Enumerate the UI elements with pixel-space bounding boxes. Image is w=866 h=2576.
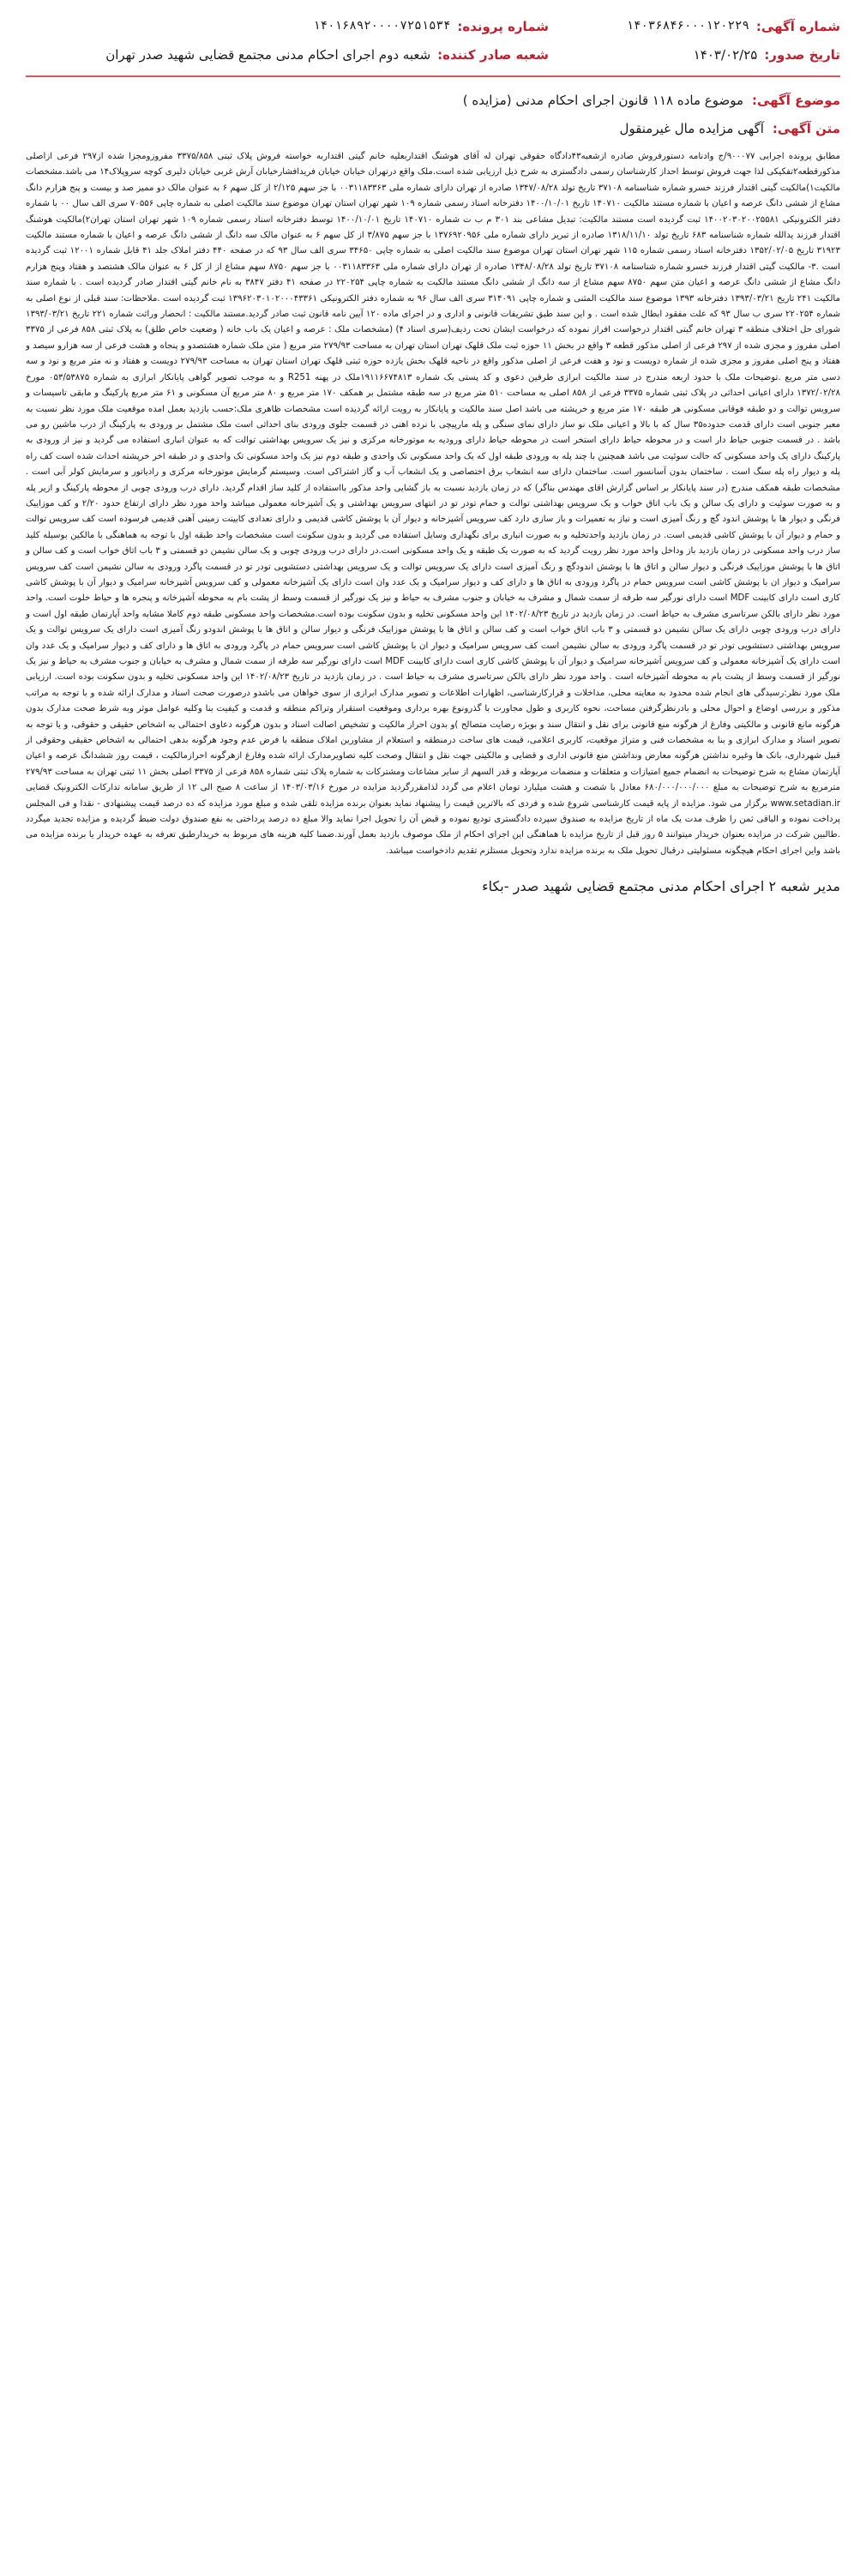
case-number-label: شماره پرونده:: [457, 18, 549, 34]
issuing-branch-value: شعبه دوم اجرای احکام مدنی مجتمع قضایی شهید صدر تهران: [105, 46, 431, 63]
header-divider: [26, 75, 840, 77]
issuing-branch-label: شعبه صادر کننده:: [437, 46, 549, 63]
ad-number-value: ۱۴۰۳۶۸۴۶۰۰۰۱۲۰۲۲۹: [626, 18, 749, 33]
issue-date-block: [549, 47, 840, 63]
header-row-2: [26, 40, 840, 69]
header-row-1: [26, 12, 840, 40]
ad-text-title-line: [26, 114, 840, 142]
subject-value: موضوع ماده ۱۱۸ قانون اجرای احکام مدنی (مزایده ): [462, 92, 743, 108]
subject-label: موضوع آگهی:: [751, 92, 840, 108]
issue-date-value: ۱۴۰۳/۰۲/۲۵: [693, 46, 758, 63]
ad-number-label: شماره آگهی:: [755, 18, 840, 34]
ad-text-label: متن آگهی:: [772, 120, 840, 136]
subject-line: [26, 86, 840, 114]
ad-body: [26, 149, 840, 859]
case-number-value: ۱۴۰۱۶۸۹۲۰۰۰۰۷۲۵۱۵۳۴: [313, 18, 451, 33]
ad-text-title: آگهی مزایده مال غیرمنقول: [619, 120, 764, 136]
ad-body-paragraph: مطابق پرونده اجرایی ۹۰۰۰۷۷/ج وادنامه دستورفروش صادره ازشعبه۴۳دادگاه حقوقی تهران له آقای هوشنگ اقتداربعلیه خانم گیتی اقتداربه خواسته فروش پلاک ثبتی ۳۳۷۵/۸۵۸ مفروزومجزا شده از۲۹۷ فرعی ازاصلی مذکورقطعه۲تفکیکی لذا جهت فروش توسط احداز کارشناسان رسمی دادگستری به شرح ذیل ارزیابی شده است.ملک واقع درتهران خیابان خیابان فریدافشار‌خیابان آرش غربی خیابان دلیری کوچه سروپلاک۱۴ می باشد.مشخصات مالکیت۱)مالکیت گیتی اقتدار فرزند خسرو شماره شناسنامه ۳۷۱۰۸ تاریخ تولد ۱۳۴۷/۰۸/۲۸ صادره از تهران دارای شماره ملی ۰۰۳۱۱۸۳۳۶۳ با جز سهم ۲/۱۲۵ از کل سهم ۶ به عنوان مالک دو ممیز صد و بیست و پنج هزارم دانگ مشاع از ششی دانگ عرصه و اعیان با شماره مستند مالکیت ۱۴۰۷۱۰ تاریخ ۱۴۰۰/۱۰/۰۱ دفترخانه اسناد رسمی شماره ۱۰۹ شهر تهران استان تهران موضوع سند مالکیت اصلی به شماره چاپی ۷۰۵۵۶ سری الف سال ۰۰ با شماره دفتر الکترونیکی ۱۴۰۰۲۰۳۰۲۰۰۲۵۵۸۱ ثبت گردیده است مستند مالکیت: تبدیل مشاعی بند ۳۰۱ م ب ت شماره ۱۴۰۷۱۰ تاریخ ۱۴۰۰/۱۰/۰۱ توسط دفترخانه اسناد رسمی شماره ۱۰۹ شهر تهران استان تهران۲)مالکیت هوشنگ اقتدار فرزند یدالله شماره شناسنامه ۶۸۳ تاریخ تولد ۱۳۱۸/۱۱/۱۰ صادره از تبریز دارای شماره ملی ۱۳۷۶۹۲۰۹۵۶ با جز سهم ۳/۸۷۵ از کل سهم ۶ به عنوان مالک سه دانگ از ششی دانگ عرصه و اعیان با شماره مستند مالکیت ۳۱۹۲۳ تاریخ ۱۳۵۲/۰۲/۰۵ دفترخانه اسناد رسمی شماره ۱۱۵ شهر تهران استان تهران موضوع سند مالکیت اصلی به شماره چاپی ۳۴۶۵۰ سری الف سال ۹۳ که در صفحه ۴۴۰ دفتر املاک جلد ۴۱ قابل شماره ۱۲۰۰۱ ثبت گردیده است .۳- مالکیت گیتی اقتدار فرزند خسرو شماره شناسنامه ۳۷۱۰۸ تاریخ تولد ۱۳۴۸/۰۸/۲۸ صادره از تهران دارای شماره ملی ۰۰۳۱۱۸۳۳۶۳ با جز سهم ۸۷۵۰ سهم مشاع از از کل ۶ به عنوان مالک هشتصد و هفتاد وپنج هزارم دانگ مشاع از ششی دانگ عرصه و اعیان متن سهم ۸۷۵۰ سهم مشاع از سه دانگ از ششی دانگ مستند مالکیت به شماره چاپی ۲۲۰۲۵۴ در صفحه ۴۱ دفتر ۳۸۴۷ به نام خانم گیتی اقتدار صادر گردیده است . با شماره سند مالکیت ۲۴۱ تاریخ ۱۳۹۳/۰۳/۲۱ دفترخانه ۱۳۹۳ موضوع سند مالکیت المثنی و شماره چاپی ۳۱۴۰۹۱ سری الف سال ۹۶ به شماره دفتر الکترونیکی ۱۳۹۶۲۰۳۰۱۰۲۰۰۰۴۳۳۶۱ ثبت گردیده است .ملاحظات: سند قبلی از نوع اصلی به شماره ۲۲۰۲۵۴ سری ب سال ۹۳ که علت مفقود ابطال شده است . و این سند طبق تشریفات قانونی و اداری و در اجرای ماده ۱۲۰ آیین نامه قانون ثبت صادر گردید.مستند مالکیت : انحصار وراثت شماره ۲۲۱ تاریخ ۱۳۹۳/۰۳/۲۱ شورای حل اختلاف منطقه ۳ تهران خانم گیتی اقتدار درخواست افراز نموده که درخواست ایشان تحت ردیف(سری اسناد ۴) (مشخصات ملک : عرصه و اعیان یک باب خانه ( وضعیت خاص طلق) به پلاک ثبتی ۸۵۸ فرعی از ۳۳۷۵ اصلی مفروز و مجزی شده از ۲۹۷ فرعی از اصلی مذکور قطعه ۳ واقع در بخش ۱۱ حوزه ثبت ملک قلهک تهران استان تهران به مساحت ۲۷۹/۹۳ متر مربع ( متن ملک شماره هشتصدو و پنجاه و هشت فرعی از سه هزارو سیصد و هفتاد و پنج اصلی مفروز و مجزی شده از شماره دویست و نود و هفت فرعی از اصلی مذکور واقع در ناحیه قلهک بخش یازده حوزه ثبتی قلهک تهران استان تهران به مساحت ۲۷۹/۹۳ دویست و هفتاد و نه متر مربع و نود و سه دسی متر مربع .توضیحات ملک با حدود اربعه مندرج در سند مالکیت ابرازی طرفین دعوی و کد پستی یک شماره ۱۹۱۱۶۶۷۴۸۱۳ملک در پهنه R251 و به موجب تصویر گواهی پایانکار ابرازی به شماره ۰۵۳/۵۳۸۷۵ مورخ ۱۳۷۲/۰۲/۲۸ دارای اعیانی احداثی در پلاک ثبتی شماره ۳۳۷۵ فرعی از ۸۵۸ اصلی به مساحت ۵۱۰ متر مربع در سه طبقه مشتمل بر همکف ۱۷۰ متر مربع و ۸۰ متر مربع آن مسکونی و ۶۱ متر مربع پارکینگ و مابقی تاسیسات و سرویس توالت و دو طبقه فوقانی مسکونی هر طبقه ۱۷۰ متر مربع و خرپشته می باشد اصل سند مالکیت و پایانکار به رویت ارائه گردیده است مشخصات ظاهری ملک:حسب بازدید بعمل امده موقعیت ملک مورد نظر نسبت به معبر جنوبی است دارای قدمت حدوده۳۵ سال که با بالا و اعیانی ملک نو ساز دارای نمای سنگی و پله مارپیچی با نرده اهنی در قسمت جلوی ورودی بنای احداثی است ملک مشتمل بر ورودی به پارکینگ از درب ماشین رو می باشد . در قسمت جنوبی حیاط دار است و در محوطه حیاط دارای استخر است در محوطه حیاط دارای ورودیه به موتورخانه مرکزی و نیز یک سرویس بهداشتی توالت که به عنوان انباری استفاده می گردید و نیز از ورودی به پارکینگ دارای یک واحد مسکونی که حالت سوئیت می باشد همچنین با چند پله به ورودی طبقه اول که یک واحد مسکونی تک واحدی و طبقه دوم نیز یک واحد مسکونی تک واحدی و در طبقه اخر خرپشته احداث شده است کف راه پله و دیوار راه پله سنگ است . ساختمان بدون آسانسور است. ساختمان دارای سه انشعاب برق اختصاصی و یک انشعاب آب و گاز اشتراکی است. وسیستم گرمایش موتورخانه مرکزی و رادیاتور و سرمایش کولر آبی است . مشخصات طبقه همکف مندرج (در سند پایانکار بر اساس گزارش اقای مهندس بناگر) که در زمان بازدید نسبت به باز گشایی واحد مذکور بااستفاده از کلید ساز اقدام گردید. دارای درب ورودی چوبی از محوطه پارکینگ و ازیر پله و به صورت سوئیت و دارای یک سالن و یک باب اتاق خواب و یک سرویس بهداشتی توالت و حمام تودر تو در انتهای سرویس بهداشتی و یک آشپزخانه معمولی میباشد واحد مورد نظر دارای ارتفاع حدود ۲/۲۰ و کف موزاییک فرنگی و دیوار ها با پوشش اندود گچ و رنگ آمیزی است و نیاز به تعمیرات و باز سازی دارد کف سرویس آشپزخانه و دیوار آن با پوشش کاشی قدیمی و دارای تعدادی کابینت زمینی آهنی قدیمی فرسوده است کف سرویس توالت و حمام و دیوار آن با پوشش کاشی قدیمی است. در زمان بازدید واحدتخلیه و به صورت انباری برای نگهداری وسایل استفاده می گردید و بدون سکونت است مشخصات واحد طبقه اول با توجه به هماهنگی با مالکین بوسیله کلید ساز درب واحد مسکونی در زمان بازدید باز وداخل واحد مورد نظر رویت گردید که به صورت یک طبقه و یک واحد مسکونی است.در دارای درب ورودی چوبی و یک سالن نشیمن دو قسمتی و ۳ باب اتاق خواب است و کف سالن و اتاق ها با پوشش موزاییک فرنگی و دیوار سالن و اتاق ها با پوشش اندودگچ و رنگ آمیزی است دارای یک سرویس توالت و یک سرویس بهداشتی دستشویی تودر تو در قسمت پاگرد ورودی به سالن نشیمن است کف سرویس سرامیک و دیوار ان با پوشش کاشی است سرویس حمام در پاگرد ورودی به اتاق ها و دارای کف و دیوار سرامیک و یک عدد وان است دارای یک آشپزخانه معمولی و کف سرویس آشپزخانه سرامیک و دیوار آن با پوشش کاشی کاری است دارای کابینت MDF است دارای نورگیر سه طرفه از سمت شمال و مشرف به خیابان و جنوب مشرف به حیاط و نیز یک نورگیر از قسمت وسط از پشت بام به محوطه آشپزخانه و پنجره ها و حیاط خلوت است. واحد مورد نظر دارای بالکن سرتاسری مشرف به حیاط است. در زمان بازدید در تاریخ ۱۴۰۲/۰۸/۲۳ این واحد مسکونی تخلیه و بدون سکونت بوده است.مشخصات واحد مسکونی طبقه دوم کاملا مشابه واحد آپارتمان طبقه اول است و دارای درب ورودی چوبی دارای یک سالن نشیمن دو قسمتی و ۳ باب اتاق خواب است و کف سالن و اتاق ها با پوشش موزاییک فرنگی و دیوار سالن و اتاق ها با پوشش اندودو رنگ آمیزی است دارای یک سرویس توالت و یک سرویس بهداشتی دستشویی تودر تو در قسمت پاگرد ورودی به سالن نشیمن است کف سرویس سرامیک و دیوار ان با پوشش کاشی است سرویس حمام در پاگرد ورودی به اتاق ها و دارای کف و دیوار سرامیک و یک عدد وان است دارای یک آشپزخانه معمولی و کف سرویس آشپزخانه سرامیک و دیوار آن با پوشش کاشی کاری است دارای کابینت MDF است دارای نورگیر سه طرفه از سمت شمال و مشرف به خیابان و جنوب مشرف به حیاط و نیز یک نورگیر از قسمت وسط از پشت بام به محوطه آشپزخانه است . واحد مورد نظر دارای بالکن سرتاسری مشرف به حیاط است . در زمان بازدید در تاریخ ۱۴۰۲/۰۸/۲۳ این واحد مسکونی تخلیه و بدون سکونت بوده است. ارزیابی ملک مورد نظر:رسیدگی های انجام شده محدود به معاینه محلی، مداخلات و قرارکارشناسی، اظهارات اطلاعات و تصویر مدارک ابرازی از سوی خواهان می باشدو درصورت صحت اسناد و مدارک ارائه شده و با توجه به مراتب مذکور و بررسی اوضاع و احوال محلی و بادرنظرگرفتن مساحت، نحوه کاربری و طول مجاورت با گذرونوع بهره برداری وموقعیت استقرار وتراکم منطقه و قدمت و کیفیت بنا وکلیه عوامل موثر وبه شرط صحت مدارک بدون هرگونه مانع قانونی و مالکیتی وفارغ از هرگونه منع قانونی برای نقل و انتقال سند و بویژه رضایت متصالح )و بدون احراز مالکیت و تشخیص اصالت اسناد و بدون هرگونه دعاوی احتمالی به اشخاص حقیقی و حقوقی، و یا توجه به تصویر اسناد و مدارک ابرازی و بنا به مشخصات فنی و متراژ موقعیت، کاربری اعلامی، قیمت های ساخت درمنطقه و استعلام از مشاورین املاک منطقه با فرض عدم وجود هرگونه بدهی احتمالی به اشخاص حقیقی وحقوقی از قبیل شهرداری، بانک ها وغیره نداشتن هرگونه معارض ونداشتن منع قانونی اداری و قضایی و مالکیتی جهت نقل و انتقال وصحت کلیه تصاویرمدارک ارائه شده وفارغ ازهرگونه احرازمالکیت ، قیمت روز ششدانگ عرصه و اعیان آپارتمان مشاع به شرح توضیحات به انضمام جمیع امتیازات و متعلقات و منضمات مربوطه و قدر السهم از سایر مشاعات ومشترکات به شماره پلاک ثبتی شماره ۸۵۸ فرعی از ۳۳۷۵ اصلی بخش ۱۱ ثبتی تهران به مساحت ۲۷۹/۹۳ مترمربع به شرح توضیحات به مبلغ ۶۸۰/۰۰۰/۰۰۰/۰۰۰ معادل با شصت و هشت میلیارد تومان اعلام می گردد لذامقررگردید مزایده در مورخ ۱۴۰۳/۰۳/۱۶ از ساعت ۸ صبح الی ۱۲ از طریق سامانه تدارکات الکترونیک قضایی www.setadian.ir برگزار می شود. مزایده از پایه قیمت کارشناسی شروع شده و فردی که بالاترین قیمت را پیشنهاد نماید بعنوان برنده مزایده تلقی شده و مبلغ مورد مزایده که ده درصد قیمت پیشنهادی - نقدا و فی المجلس پرداخت نموده و الباقی ثمن را ظرف مدت یک ماه از تاریخ مزایده به صندوق سپرده دادگستری تودیع نموده و قبض آن را تحویل اجرا نماید والا مبلغ ده درصد پرداختی به نفع صندوق دولت ضبط گردیده و مزایده تجدید میگردد .طالبین شرکت در مزایده بعنوان خریدار میتوانند ۵ روز قبل از تاریخ مزایده با هماهنگی این اجرای احکام از ملک موصوف بازدید بعمل آورند.ضمنا کلیه هزینه های مربوط به خریدارطبق تعرفه به عهده خریدار یا برنده مزایده می باشد واین اجرای احکام هیچگونه مسئولیتی درقبال تحویل ملک به برنده مزایده ندارد وتحویل مستلزم تقدیم دادخواست میباشد.: [26, 152, 841, 856]
issuing-branch-block: [26, 47, 549, 63]
case-number-block: [266, 19, 549, 34]
issue-date-label: تاریخ صدور:: [764, 46, 840, 63]
signature-line: مدیر شعبه ۲ اجرای احکام مدنی مجتمع قضایی شهید صدر -بکاء: [482, 878, 840, 895]
ad-number-block: [549, 19, 840, 34]
